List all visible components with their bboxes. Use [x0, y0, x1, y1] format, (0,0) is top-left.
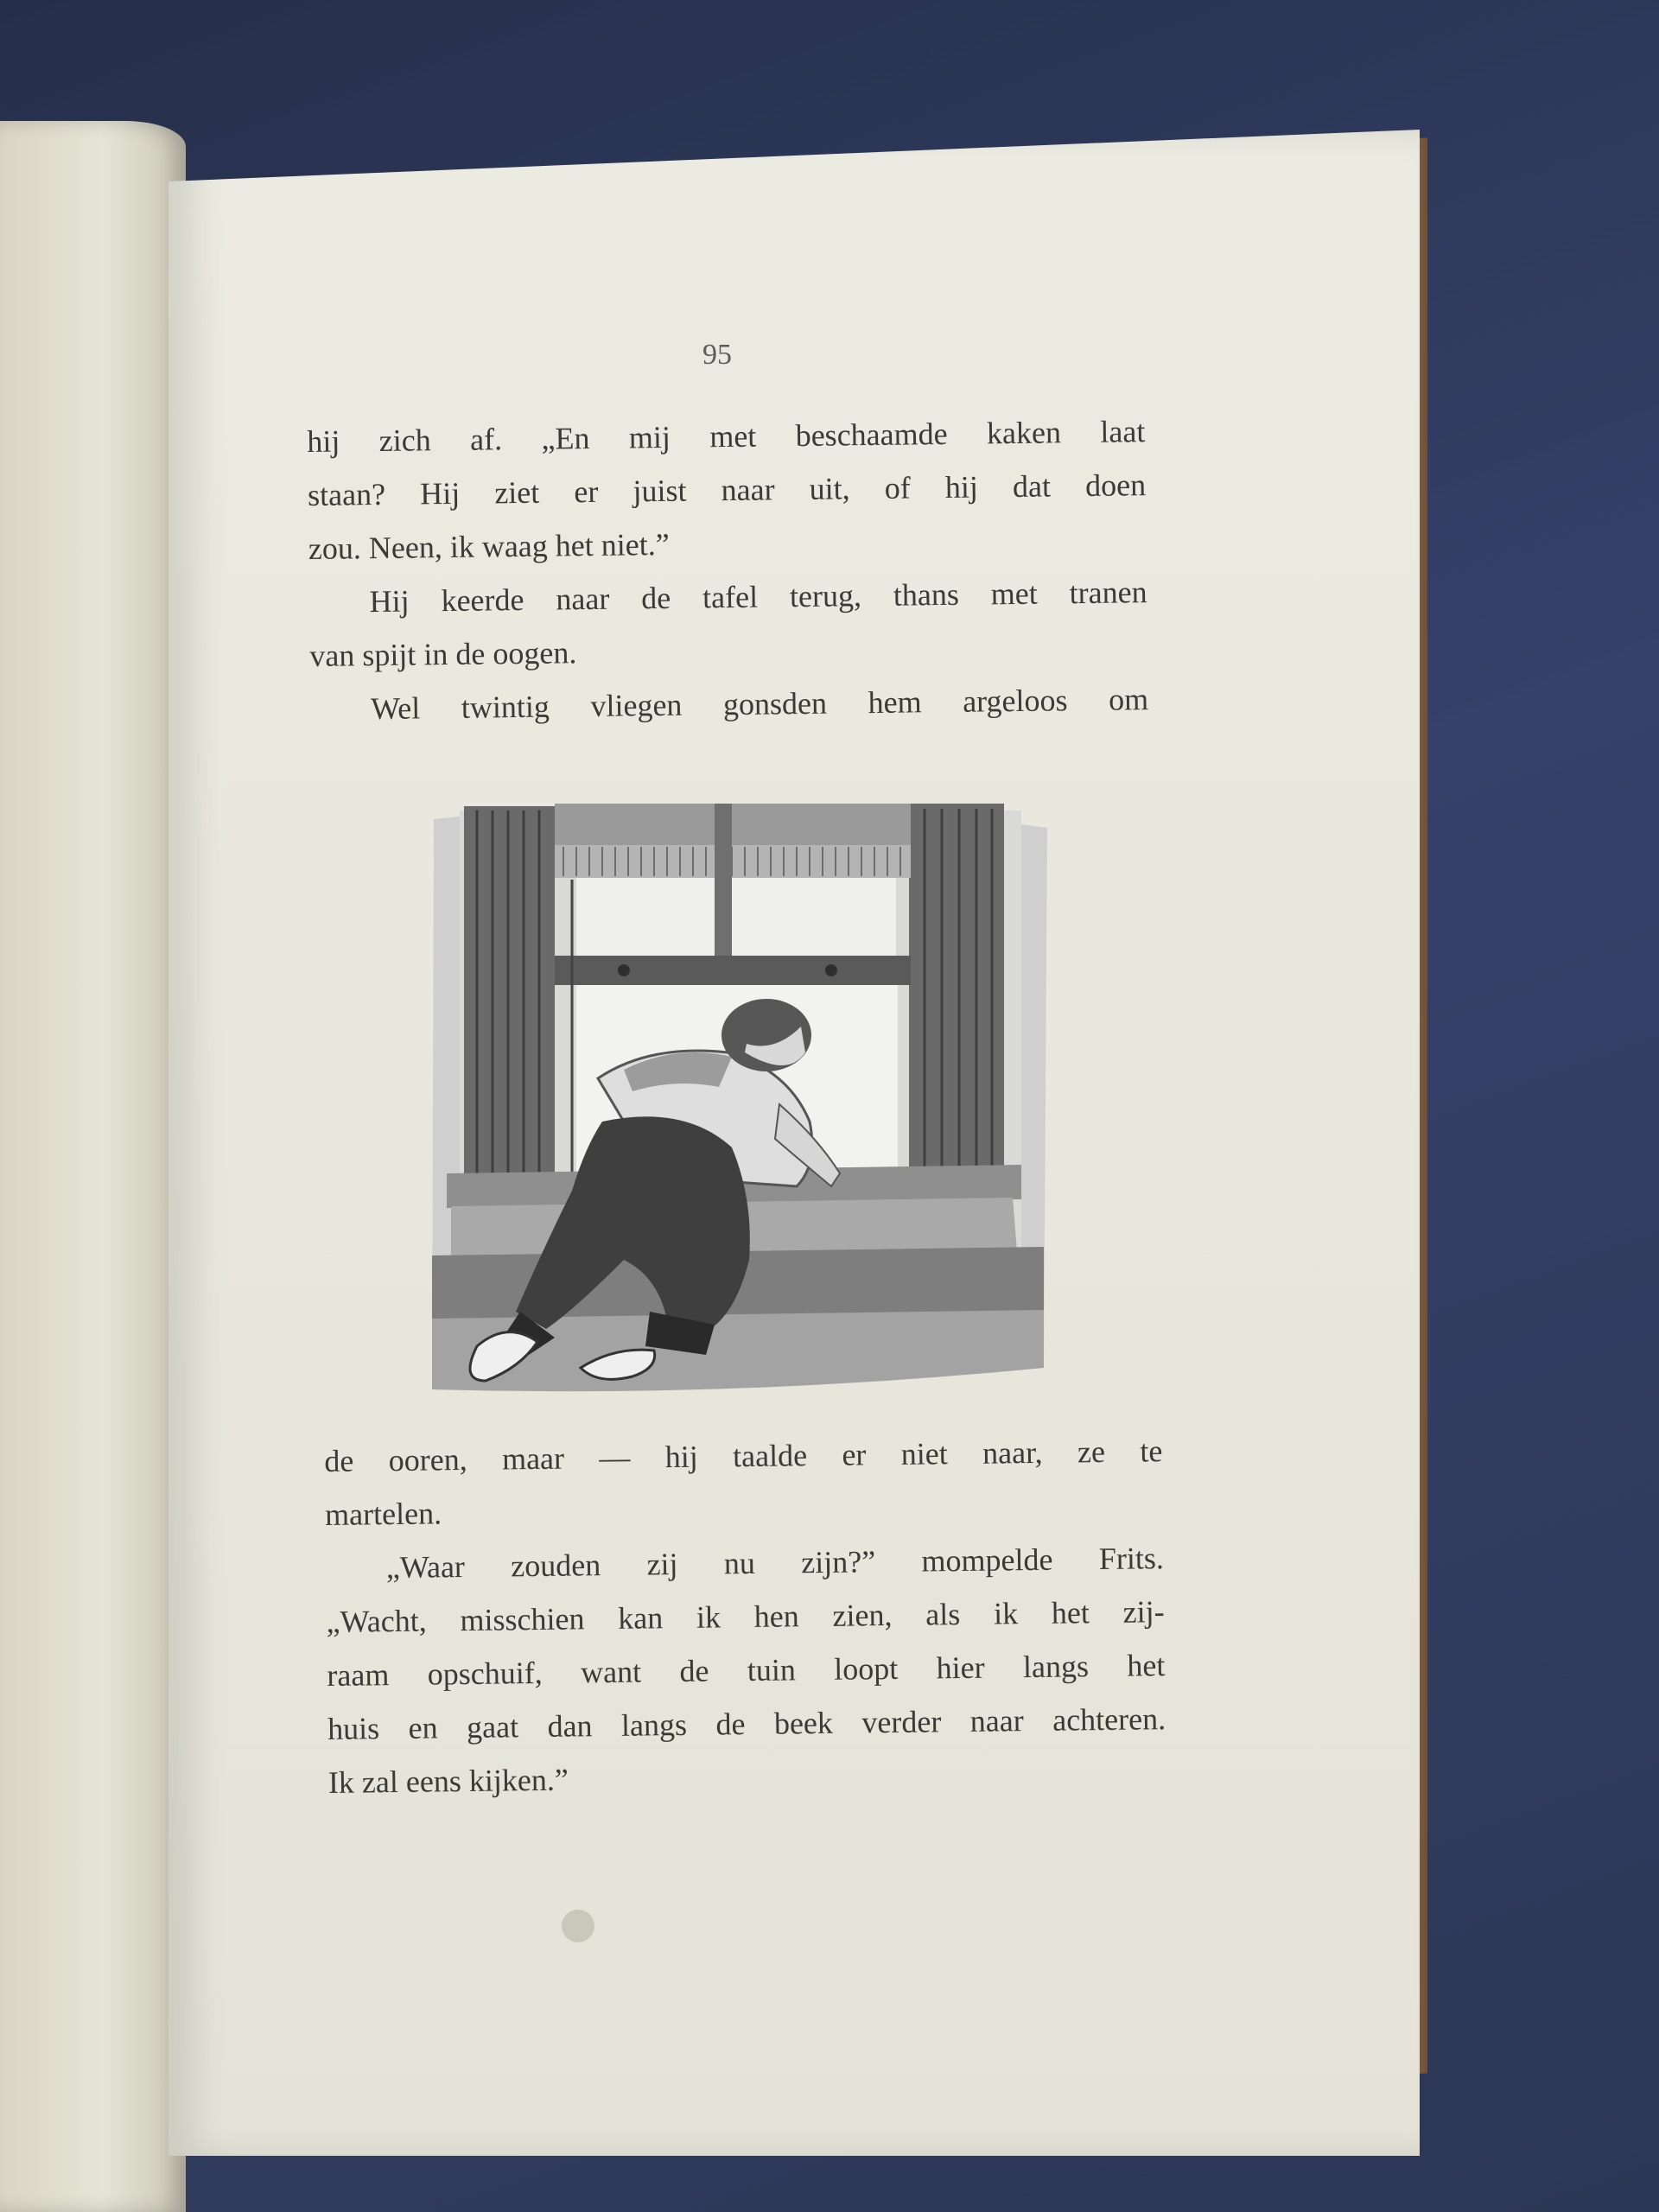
text-line: raam opschuif, want de tuin loopt hier langs het [327, 1648, 1166, 1693]
text-line: Wel twintig vliegen gonsden hem argeloos om [370, 682, 1149, 727]
text-line: „Wacht, misschien kan ik hen zien, als ik het zij- [326, 1594, 1165, 1639]
text-line: staan? Hij ziet er juist naar uit, of hij dat doen [307, 467, 1147, 512]
text-line: van spijt in de oogen. [309, 635, 577, 673]
text-line: huis en gaat dan langs de beek verder naar achteren. [327, 1701, 1166, 1746]
text-line: de ooren, maar — hij taalde er niet naar, ze te [324, 1433, 1163, 1478]
text-line: Ik zal eens kijken.” [327, 1762, 569, 1800]
illustration-boy-at-window [425, 793, 1047, 1400]
left-page-edge [0, 121, 186, 2212]
text-line: martelen. [324, 1496, 442, 1532]
text-line: hij zich af. „En mij met beschaamde kaken laat [307, 414, 1146, 459]
text-line: „Waar zouden zij nu zijn?” mompelde Frits. [385, 1541, 1165, 1586]
text-line: zou. Neen, ik waag het niet.” [308, 526, 670, 566]
page-number: 95 [702, 339, 732, 371]
paper-smudge [562, 1910, 594, 1942]
text-line: Hij keerde naar de tafel terug, thans met tranen [369, 575, 1147, 620]
text-block-bottom [324, 1424, 1166, 1809]
text-block-top [307, 404, 1148, 736]
